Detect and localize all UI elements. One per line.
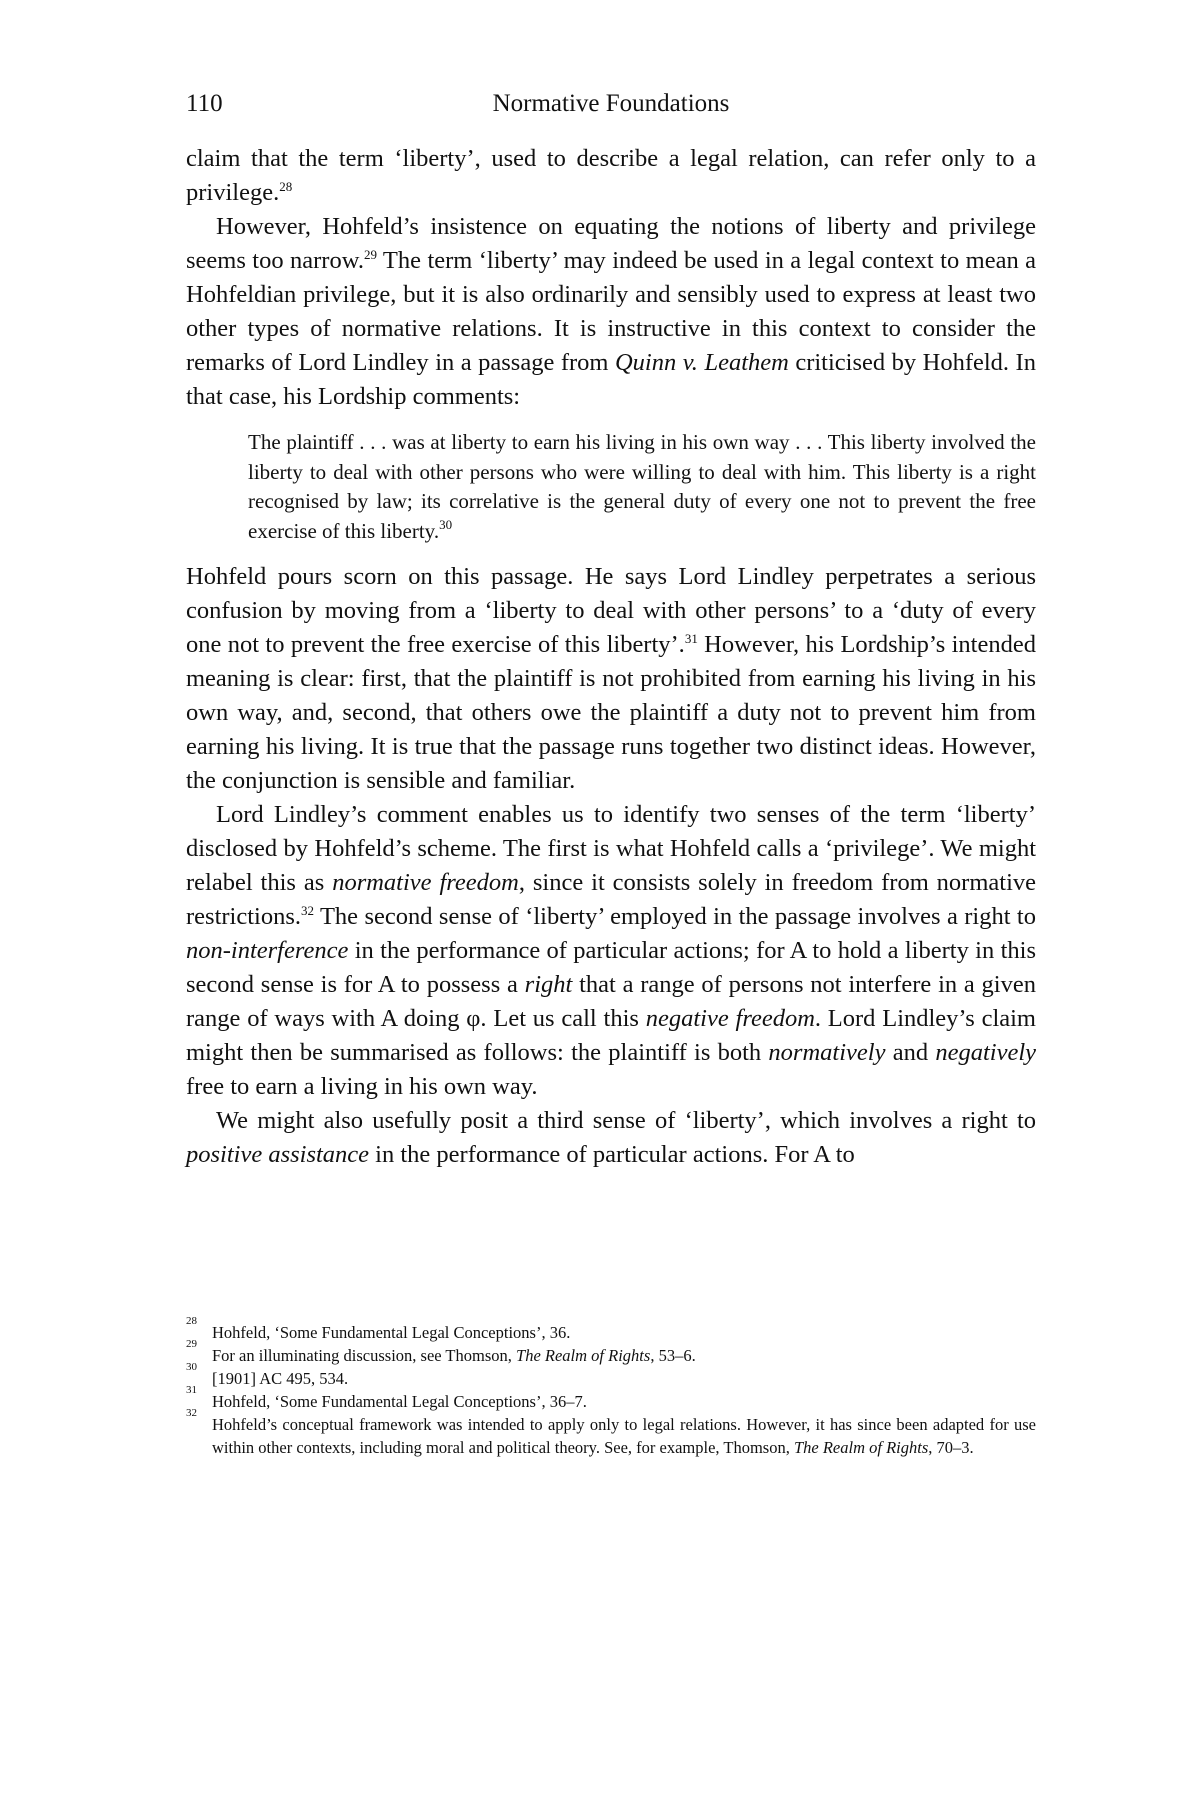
footnote-text: [1901] AC 495, 534. [212, 1369, 349, 1388]
paragraph-1 [186, 142, 1036, 210]
paragraph-5 [186, 1104, 1036, 1172]
paragraph-text: However, Hohfeld’s insistence on equating the notions of liberty and privilege seems too narrow. [186, 213, 1036, 274]
paragraph-text: that a range of persons not interfere in a given range of ways with A doing φ. Let us call this [186, 971, 1036, 1032]
case-name: Quinn v. Leathem [614, 349, 789, 376]
footnote-29: 29 For an illuminating discussion, see Thomson, The Realm of Rights, 53–6. [186, 1338, 696, 1365]
paragraph-text: We might also usefully posit a third sense of ‘liberty’, which involves a right to [216, 1107, 1036, 1134]
footnotes [186, 1315, 1036, 1459]
footnote-text: Hohfeld, ‘Some Fundamental Legal Conceptions’, 36–7. [212, 1392, 587, 1411]
block-quote [248, 428, 1036, 546]
paragraph-text: and [885, 1039, 936, 1066]
footnote-ref-32: 32 [301, 903, 314, 918]
book-title: The Realm of Rights [793, 1438, 929, 1457]
paragraph-2 [186, 210, 1036, 414]
paragraph-text: However, his Lordship’s intended meaning is clear: first, that the plaintiff is not prohibited from earning his living in his own way, and, second, that others owe the plaintiff a duty not to prevent him from earning his living. It is true that the passage runs together two distinct ideas. However, the conjunction is sensible and familiar. [186, 631, 1036, 794]
paragraph-text: criticised by Hohfeld. In that case, his Lordship comments: [186, 349, 1036, 410]
paragraph-text: free to earn a living in his own way. [186, 1073, 538, 1100]
body-text [186, 142, 1036, 1172]
emphasis: normatively [768, 1039, 886, 1066]
emphasis: positive assistance [186, 1141, 370, 1168]
emphasis: normative freedom [332, 869, 519, 896]
emphasis: non-interference [186, 937, 349, 964]
footnote-text: For an illuminating discussion, see Thomson, [212, 1346, 517, 1365]
footnote-text: Hohfeld’s conceptual framework was intended to apply only to legal relations. However, it has since been adapted for use within other contexts, including moral and political theory. See, for example, Thomson, [212, 1415, 1036, 1457]
paragraph-text: . Lord Lindley’s claim might then be summarised as follows: the plaintiff is both [186, 1005, 1036, 1066]
paragraph-text: The term ‘liberty’ may indeed be used in a legal context to mean a Hohfeldian privilege, but it is also ordinarily and sensibly used to express at least two other types of normative relations. It is instructive in this context to consider the remarks of Lord Lindley in a passage from [186, 247, 1036, 376]
footnote-31: 31 Hohfeld, ‘Some Fundamental Legal Conceptions’, 36–7. [186, 1384, 587, 1411]
footnote-ref-28: 28 [279, 179, 293, 194]
emphasis: negatively [935, 1039, 1037, 1066]
footnote-30: 30 [1901] AC 495, 534. [186, 1361, 349, 1388]
running-title: Normative Foundations [492, 90, 730, 117]
footnote-text: Hohfeld, ‘Some Fundamental Legal Conceptions’, 36. [212, 1323, 571, 1342]
footnote-ref-29: 29 [363, 247, 377, 262]
running-head [186, 90, 1036, 126]
footnote-ref-30: 30 [439, 516, 453, 532]
page-number: 110 [186, 90, 223, 117]
emphasis: right [524, 971, 573, 998]
paragraph-text: Hohfeld pours scorn on this passage. He says Lord Lindley perpetrates a serious confusion by moving from a ‘liberty to deal with other persons’ to a ‘duty of every one not to prevent the free exercise of this liberty’. [186, 563, 1036, 658]
footnote-text: , 70–3. [928, 1438, 974, 1457]
paragraph-3 [186, 560, 1036, 798]
paragraph-text: claim that the term ‘liberty’, used to describe a legal relation, can refer only to a privilege. [186, 145, 1036, 206]
book-title: The Realm of Rights [516, 1346, 651, 1365]
footnote-text: , 53–6. [650, 1346, 696, 1365]
paragraph-text: The second sense of ‘liberty’ employed in the passage involves a right to [314, 903, 1036, 930]
paragraph-text: , since it consists solely in freedom from normative restrictions. [186, 869, 1037, 930]
emphasis: negative freedom [645, 1005, 815, 1032]
quote-text: The plaintiff . . . was at liberty to earn his living in his own way . . . This liberty involved the liberty to deal with other persons who were willing to deal with him. This liberty is a right recognised by law; its correlative is the general duty of every one not to prevent the free exercise of this liberty. [248, 430, 1036, 543]
paragraph-4 [186, 798, 1036, 1104]
paragraph-text: in the performance of particular actions. For A to [369, 1141, 855, 1168]
paragraph-text: Lord Lindley’s comment enables us to identify two senses of the term ‘liberty’ disclosed by Hohfeld’s scheme. The first is what Hohfeld calls a ‘privilege’. We might relabel this as [186, 801, 1036, 896]
paragraph-text: in the performance of particular actions; for A to hold a liberty in this second sense is for A to possess a [186, 937, 1036, 998]
footnote-ref-31: 31 [684, 631, 698, 646]
footnote-32: 32 Hohfeld’s conceptual framework was intended to apply only to legal relations. However, it has since been adapted for use within other contexts, including moral and political theory. See, for example, Thomson, The Realm of Rights, 70–3. [186, 1407, 1036, 1457]
footnote-28: 28 Hohfeld, ‘Some Fundamental Legal Conceptions’, 36. [186, 1315, 571, 1342]
